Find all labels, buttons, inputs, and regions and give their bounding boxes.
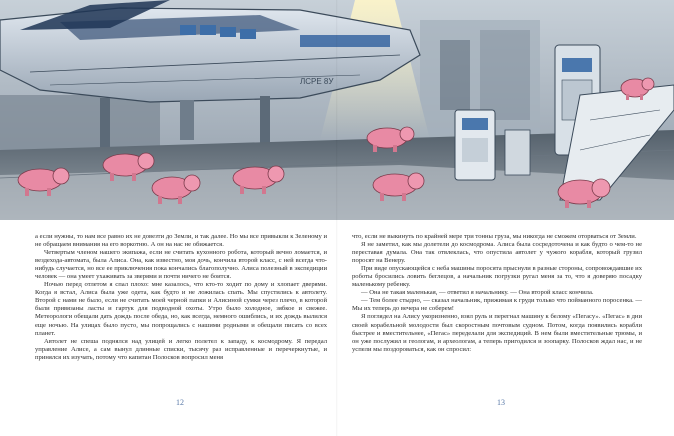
paragraph: Я не заметил, как мы долетели до космодрома. Алиса была сосредоточена и как будто о чем-то не переставая думала. Она так отвлеклась, что опустила автолет у чужого корабля, который грузил поросят на Венеру. (352, 241, 642, 265)
page-number-left: 12 (176, 398, 184, 407)
paragraph: Автолет не спеша поднялся над улицей и легко полетел к западу, к космодрому. Я передал управление Алисе, а сам вынул длинные списки, тысячу раз исправленные и перечеркнутые, и принялся их изучать, потому что капитан Полосков вопросил меня (35, 337, 327, 361)
page-gutter (336, 0, 338, 436)
right-page-text (352, 233, 642, 354)
paragraph: — Тем более стыдно, — сказал начальник, прижимая к груди только что пойманного поросенка. — Мы их теперь до вечера не соберем! (352, 297, 642, 313)
paragraph: Ночью перед отлетом я спал плохо: мне казалось, что кто-то ходит по дому и хлопает дверями. Когда я встал, Алиса была уже одета, как будто и не ложилась спать. Мы спустились к автолету. Второй с нами не было, если не считать моей черной папки и Алисиной сумки через плечо, в которой были привязаны ласты и гартук для подводной охоты. Утро было холодное, зябкое и свежее. Метеорологи обещали дать дождь после обеда, но, как всегда, немного ошиблись, и их дождь вылился еще ночью. На улицах было пусто, мы попрощались с нашими родными и обещали писать со всех планет. (35, 281, 327, 337)
paragraph: При виде опускающейся с неба машины поросята прыснули в разные стороны, сопровождавшие их роботы бросились ловить беглецов, а начальник погрузки ругал меня за то, что я доверяю посадку маленькому ребенку. (352, 265, 642, 289)
paragraph: Я поглядел на Алису укоризненно, взял руль и перегнал машину к белому «Пегасу». «Пегас» в дни своей корабельной молодости был скоростным почтовым судном. Потом, когда появились корабли быстрее и вместительнее, «Пегас» переделали для экспедиций. В нем были вместительные трюмы, и он уже послужил и геологам, и археологам, а теперь пригодился и зоопарку. Полосков ждал нас, и не успели мы поздороваться, как он спросил: (352, 313, 642, 353)
paragraph: что, если не выкинуть по крайней мере три тонны груза, мы никогда не сможем оторваться от Земли. (352, 233, 637, 240)
left-page-text (35, 233, 327, 362)
paragraph: а если нужны, то нам все равно их не довезти до Земли, и так далее. Но мы все привыкли к Зеленому и не обращаем внимания на его воркотню. А он на нас не обижается. (35, 233, 327, 249)
paragraph: — Она не такая маленькая, — ответил я начальнику. — Она второй класс кончила. (361, 289, 594, 297)
ship-registration-label: ЛСРЕ 8У (300, 77, 334, 86)
paragraph: Четвертым членом нашего экипажа, если не считать кухонного робота, который вечно ломается, и вездехода-автомата, была Алиса. Она, как известно, моя дочь, кончила второй класс, с ней всегда что-нибудь случается, но все ее приключения пока кончались благополучно. Алиса полезный в экспедиции человек — она умеет ухаживать за зверями и почти ничего не боится. (35, 249, 327, 281)
page-number-right: 13 (497, 398, 505, 407)
